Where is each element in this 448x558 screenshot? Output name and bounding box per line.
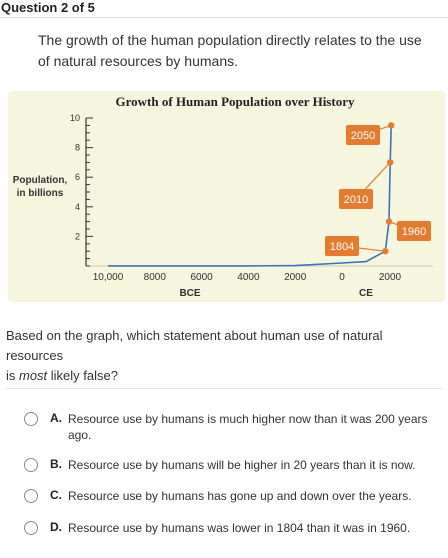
choice-letter: B. xyxy=(50,457,62,471)
y-tick-label: 2 xyxy=(74,231,80,242)
question-text xyxy=(6,326,442,386)
era-label-bce: BCE xyxy=(179,288,201,299)
choice-text: Resource use by humans is much higher now than it was 200 years ago. xyxy=(68,412,428,442)
choice-d[interactable] xyxy=(24,520,444,548)
choice-letter: A. xyxy=(50,411,62,425)
x-tick-label: 6000 xyxy=(190,272,213,283)
radio-button-icon[interactable] xyxy=(24,412,38,426)
choice-text: Resource use by humans has gone up and down over the years. xyxy=(68,489,412,503)
era-label-ce: CE xyxy=(359,288,373,299)
radio-button-icon[interactable] xyxy=(24,521,38,535)
question-line1: Based on the graph, which statement about human use of natural resources xyxy=(6,328,383,363)
x-tick-label: 2000 xyxy=(284,272,307,283)
choice-a[interactable] xyxy=(24,411,444,442)
choice-c[interactable] xyxy=(24,488,444,516)
x-tick-label: 8000 xyxy=(143,272,166,283)
y-tick-label: 4 xyxy=(74,201,80,212)
callout-label: 1804 xyxy=(329,241,355,253)
choice-b[interactable] xyxy=(24,457,444,485)
question-prompt: The growth of the human population directly relates to the use of natural resources by humans. xyxy=(38,32,422,69)
callout-label: 1960 xyxy=(401,226,427,238)
radio-button-icon[interactable] xyxy=(24,489,38,503)
y-axis-label-line2: in billions xyxy=(16,188,64,199)
y-tick-label: 6 xyxy=(74,172,80,183)
y-tick-label: 10 xyxy=(69,113,80,123)
question-line2-post: likely false? xyxy=(47,368,118,383)
data-point xyxy=(388,122,394,128)
radio-button-icon[interactable] xyxy=(24,458,38,472)
choice-letter: D. xyxy=(50,520,62,534)
callout-label: 2010 xyxy=(343,194,369,206)
question-counter: Question 2 of 5 xyxy=(1,0,95,15)
callout-label: 2050 xyxy=(350,130,376,142)
question-emphasis: most xyxy=(19,368,48,383)
choice-text: Resource use by humans was lower in 1804 than it was in 1960. xyxy=(68,521,411,535)
population-figure xyxy=(8,91,445,302)
divider xyxy=(6,388,442,389)
x-tick-label: 10,000 xyxy=(92,272,124,283)
chart-title: Growth of Human Population over History xyxy=(115,94,355,109)
x-tick-label: 2000 xyxy=(378,272,402,283)
choice-text: Resource use by humans will be higher in 20 years than it is now. xyxy=(68,458,416,472)
choice-letter: C. xyxy=(50,488,62,502)
y-axis-label-line1: Population, xyxy=(12,175,68,186)
data-point xyxy=(386,218,392,224)
y-tick-label: 8 xyxy=(74,142,80,153)
question-line2-pre: is xyxy=(6,368,19,383)
data-point xyxy=(387,159,393,165)
x-tick-label: 4000 xyxy=(237,272,260,283)
data-point xyxy=(382,248,388,254)
question-header xyxy=(0,0,448,18)
population-chart xyxy=(8,91,445,302)
x-tick-label: 0 xyxy=(339,272,345,283)
question-line2 xyxy=(6,366,442,386)
